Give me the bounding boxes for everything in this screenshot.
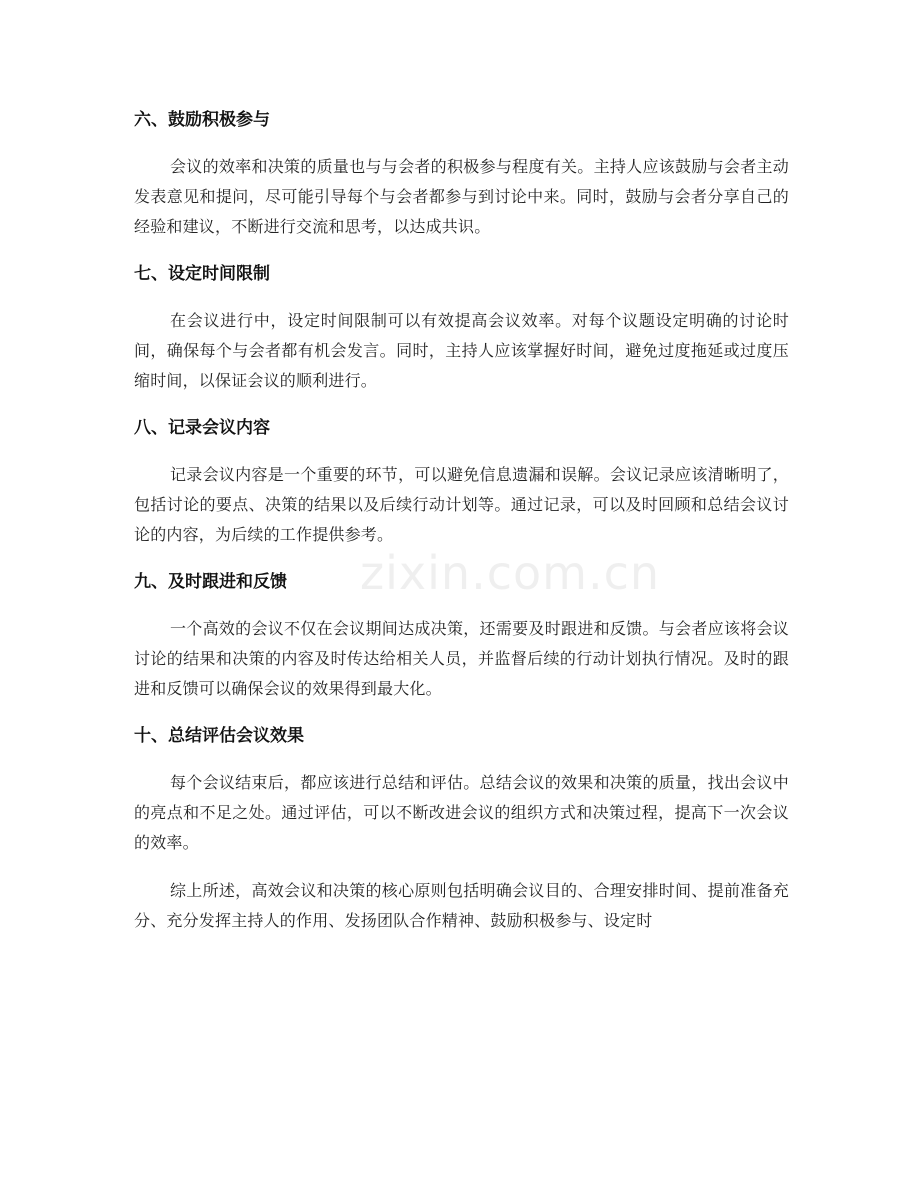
section-heading: 六、鼓励积极参与 (134, 110, 270, 130)
section-8 (134, 414, 789, 550)
section-7 (134, 260, 789, 396)
section-paragraph: 一个高效的会议不仅在会议期间达成决策，还需要及时跟进和反馈。与会者应该将会议讨论的结果和决策的内容及时传达给相关人员，并监督后续的行动计划执行情况。及时的跟进和反馈可以确保会议的效果得到最大化。 (134, 619, 789, 698)
section-heading: 九、及时跟进和反馈 (134, 572, 287, 592)
section-paragraph: 记录会议内容是一个重要的环节，可以避免信息遗漏和误解。会议记录应该清晰明了，包括讨论的要点、决策的结果以及后续行动计划等。通过记录，可以及时回顾和总结会议讨论的内容，为后续的工作提供参考。 (134, 465, 789, 544)
section-9 (134, 568, 789, 704)
document-body (134, 106, 789, 954)
section-paragraph: 在会议进行中，设定时间限制可以有效提高会议效率。对每个议题设定明确的讨论时间，确保每个与会者都有机会发言。同时，主持人应该掌握好时间，避免过度拖延或过度压缩时间，以保证会议的顺利进行。 (134, 311, 789, 390)
watermark: zixin.com.cn (360, 546, 661, 600)
section-heading: 七、设定时间限制 (134, 264, 270, 284)
conclusion-paragraph: 综上所述，高效会议和决策的核心原则包括明确会议目的、合理安排时间、提前准备充分、充分发挥主持人的作用、发扬团队合作精神、鼓励积极参与、设定时 (134, 881, 789, 930)
section-paragraph: 每个会议结束后，都应该进行总结和评估。总结会议的效果和决策的质量，找出会议中的亮点和不足之处。通过评估，可以不断改进会议的组织方式和决策过程，提高下一次会议的效率。 (134, 773, 789, 852)
section-10 (134, 722, 789, 858)
section-heading: 十、总结评估会议效果 (134, 726, 304, 746)
section-6 (134, 106, 789, 242)
section-heading: 八、记录会议内容 (134, 418, 270, 438)
section-paragraph: 会议的效率和决策的质量也与与会者的积极参与程度有关。主持人应该鼓励与会者主动发表意见和提问，尽可能引导每个与会者都参与到讨论中来。同时，鼓励与会者分享自己的经验和建议，不断进行交流和思考，以达成共识。 (134, 157, 789, 236)
